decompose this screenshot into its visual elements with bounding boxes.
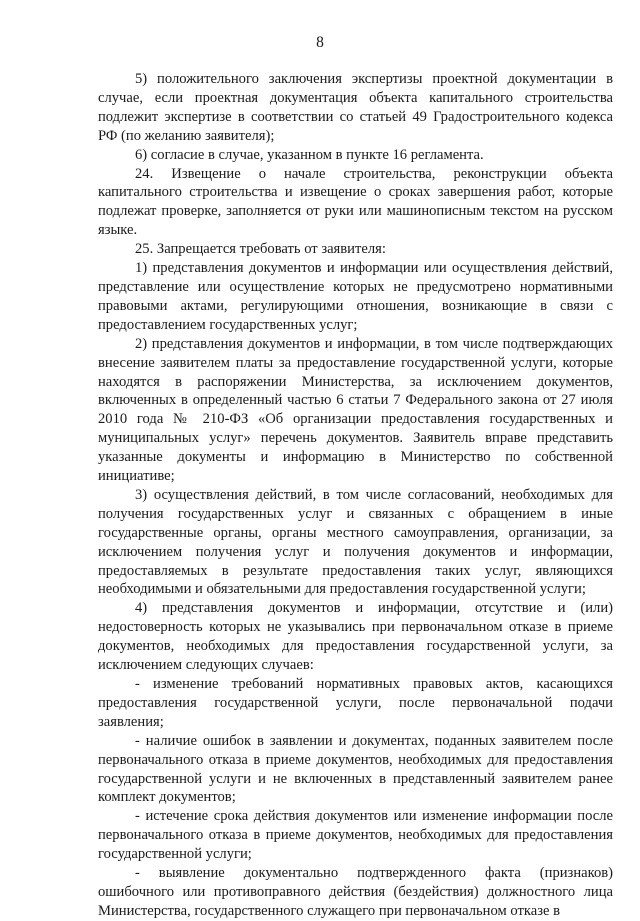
paragraph-25-item-4: 4) представления документов и информации, отсутствие и (или) недостоверность которых не указывались при первоначальном отказе в приеме документов, необходимых для предоставления государственной услуги, за исключением следующих случаев:	[98, 600, 613, 674]
paragraph-25-item-3: 3) осуществления действий, в том числе согласований, необходимых для получения государственных услуг и связанных с обращением в иные государственные органы, органы местного самоуправления, организации, за исключением получения услуг и получения документов и информации, предоставляемых в результате предоставления таких услуг, являющихся необходимыми и обязательными для предоставления государственной услуги;	[98, 486, 613, 598]
document-body	[98, 70, 613, 921]
exception-case-4: - выявление документально подтвержденного факта (признаков) ошибочного или противоправного действия (бездействия) должностного лица Министерства, государственного служащего при первоначальном отказе в	[98, 865, 613, 919]
exception-case-2: - наличие ошибок в заявлении и документах, поданных заявителем после первоначального отказа в приеме документов, необходимых для предоставления государственной услуги и не включенных в представленный заявителем ранее комплект документов;	[98, 732, 613, 806]
paragraph-25: 25. Запрещается требовать от заявителя:	[135, 241, 386, 258]
exception-case-1: - изменение требований нормативных правовых актов, касающихся предоставления государственной услуги, после первоначальной подачи заявления;	[98, 676, 613, 730]
paragraph-25-item-1: 1) представления документов и информации или осуществления действий, представление или осуществление которых не предусмотрено нормативными правовыми актами, регулирующими отношения, возникающие в связи с предоставлением государственных услуг;	[98, 260, 613, 333]
exception-case-3: - истечение срока действия документов или изменение информации после первоначального отказа в приеме документов, необходимых для предоставления государственной услуги;	[98, 808, 613, 863]
paragraph-24: 24. Извещение о начале строительства, реконструкции объекта капитального строительства и извещение о сроках завершения работ, которые подлежат проверке, заполняется от руки или машинописным текстом на русском языке.	[98, 165, 613, 239]
page-number: 8	[316, 34, 324, 51]
paragraph-item-6: 6) согласие в случае, указанном в пункте 16 регламента.	[135, 146, 484, 163]
paragraph-25-item-2: 2) представления документов и информации, в том числе подтверждающих внесение заявителем платы за предоставление государственной услуги, которые находятся в распоряжении Министерства, за исключением документов, включенных в определенный частью 6 статьи 7 Федерального закона от 27 июля 2010 года № 210-ФЗ «Об организации предоставления государственных и муниципальных услуг» перечень документов. Заявитель вправе представить указанные документы и информацию в Министерство по собственной инициативе;	[98, 335, 613, 485]
paragraph-item-5: 5) положительного заключения экспертизы проектной документации в случае, если проектная документация объекта капитального строительства подлежит экспертизе в соответствии со статьей 49 Градостроительного кодекса РФ (по желанию заявителя);	[98, 71, 613, 144]
